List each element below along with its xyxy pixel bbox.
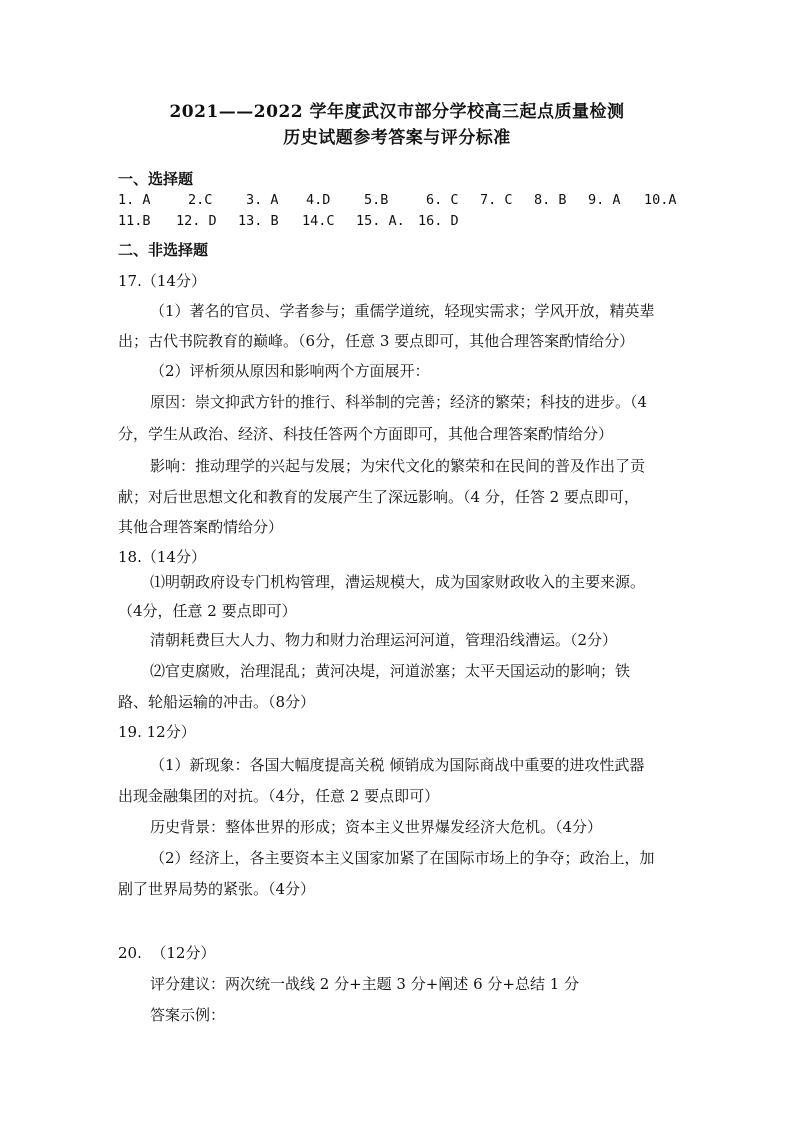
q19-line-5: 剧了世界局势的紧张。（4分） [118,880,316,898]
document-title: 2021——2022 学年度武汉市部分学校高三起点质量检测 [169,102,625,122]
q17-line-6: 影响：推动理学的兴起与发展；为宋代文化的繁荣和在民间的普及作出了贡 [150,457,646,475]
q19-line-1: （1）新现象：各国大幅度提高关税 倾销成为国际商战中重要的进攻性武器 [150,756,645,774]
answer-8: 8. B [534,192,567,208]
answer-9: 9. A [588,192,621,208]
q17-line-2: 出；古代书院教育的巅峰。（6分，任意 3 要点即可，其他合理答案酌情给分） [118,332,635,350]
question-20-label: 20. （12分） [118,944,216,962]
q17-line-8: 其他合理答案酌情给分） [118,518,284,536]
answer-10: 10.A [644,192,677,208]
answer-16: 16. D [418,213,459,229]
answer-6: 6. C [426,192,459,208]
q17-line-3: （2）评析须从原因和影响两个方面展开： [150,362,430,380]
answer-14: 14.C [302,213,335,229]
answer-row-2 [118,215,468,229]
document-subtitle: 历史试题参考答案与评分标准 [283,128,511,148]
q17-line-5: 分，学生从政治、经济、科技任答两个方面即可，其他合理答案酌情给分） [118,425,614,443]
q18-line-4: ⑵官吏腐败，治理混乱；黄河决堤，河道淤塞；太平天国运动的影响；铁 [150,662,631,680]
q17-line-4: 原因：崇文抑武方针的推行、科举制的完善；经济的繁荣；科技的进步。（4 [150,393,648,411]
answer-4: 4.D [306,192,331,208]
q17-line-1: （1）著名的官员、学者参与；重儒学道统，轻现实需求；学风开放，精英辈 [150,302,655,320]
q18-line-2: （4分，任意 2 要点即可） [118,602,297,620]
q20-line-2: 答案示例： [150,1006,226,1024]
q19-line-4: （2）经济上，各主要资本主义国家加紧了在国际市场上的争夺；政治上，加 [150,849,655,867]
q20-line-1: 评分建议：两次统一战线 2 分+主题 3 分+阐述 6 分+总结 1 分 [150,975,580,993]
answer-5: 5.B [364,192,389,208]
q17-line-7: 献；对后世思想文化和教育的发展产生了深远影响。（4 分，任答 2 要点即可， [118,488,639,506]
question-19-label: 19. 12分） [118,723,196,741]
answer-2: 2.C [188,192,213,208]
question-17-label: 17.（14分） [118,272,206,290]
answer-1: 1. A [118,192,151,208]
q18-line-1: ⑴明朝政府设专门机构管理，漕运规模大，成为国家财政收入的主要来源。 [150,573,646,591]
q19-line-3: 历史背景：整体世界的形成；资本主义世界爆发经济大危机。（4分） [150,818,603,836]
answer-7: 7. C [480,192,513,208]
answer-12: 12. D [176,213,217,229]
answer-3: 3. A [246,192,279,208]
question-18-label: 18.（14分） [118,548,206,566]
answer-11: 11.B [118,213,151,229]
answer-13: 13. B [238,213,279,229]
section-heading-choice: 一、选择题 [118,170,194,188]
answer-row-1 [118,194,684,208]
q18-line-5: 路、轮船运输的冲击。（8分） [118,693,316,711]
q19-line-2: 出现金融集团的对抗。（4分，任意 2 要点即可） [118,787,440,805]
answer-15: 15. A. [356,213,405,229]
q18-line-3: 清朝耗费巨大人力、物力和财力治理运河河道，管理沿线漕运。（2分） [150,631,618,649]
section-heading-non-choice: 二、非选择题 [118,241,209,259]
